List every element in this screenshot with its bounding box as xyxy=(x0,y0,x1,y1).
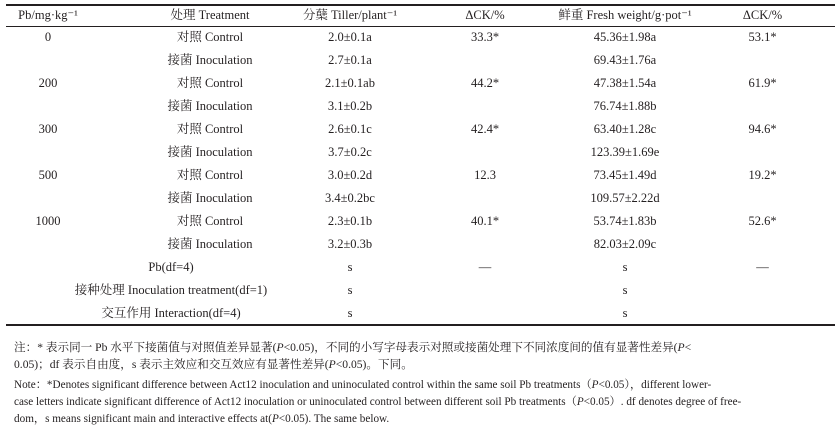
column-header-treatment: 处理 Treatment xyxy=(170,8,250,22)
table-cell-dck1: 12.3 xyxy=(474,168,496,182)
table-bottom-rule xyxy=(6,324,835,326)
table-cell-pb: 200 xyxy=(38,76,58,90)
effect-cell-dck2: — xyxy=(756,260,769,274)
table-cell-dck1 xyxy=(440,96,530,116)
table-cell-dck1: 40.1* xyxy=(470,214,500,228)
table-cell-pb xyxy=(18,234,78,254)
footnote-chinese-line-1: 注：* 表示同一 Pb 水平下接菌值与对照值差异显著(P<0.05)，不同的小写字母表示对照或接菌处理下不同浓度间的值有显著性差异(P< xyxy=(14,341,692,354)
table-cell-dck2: 19.2* xyxy=(748,168,777,182)
table-cell-dck2: 53.1* xyxy=(748,30,777,44)
effect-label: Pb(df=4) xyxy=(148,260,194,274)
column-header-dck1: ΔCK/% xyxy=(465,8,505,22)
table-cell-dck2 xyxy=(715,142,810,162)
column-header-tiller: 分蘖 Tiller/plant⁻¹ xyxy=(302,8,398,22)
effect-cell-tiller: s xyxy=(347,283,353,297)
table-cell-tiller: 2.6±0.1c xyxy=(328,122,372,136)
table-cell-treatment: 接菌 Inoculation xyxy=(167,99,253,113)
table-cell-fresh: 73.45±1.49d xyxy=(593,168,657,182)
table-cell-pb: 1000 xyxy=(35,214,61,228)
table-cell-pb: 0 xyxy=(44,30,52,44)
table-cell-fresh: 76.74±1.88b xyxy=(593,99,657,113)
footnote-english-line-1: Note：*Denotes significant difference between Act12 inoculation and uninoculated control within the same soil Pb treatments（P<0.05），different lower- xyxy=(14,379,712,391)
table-cell-dck1 xyxy=(440,188,530,208)
table-cell-fresh: 45.36±1.98a xyxy=(593,30,657,44)
table-cell-treatment: 接菌 Inoculation xyxy=(167,53,253,67)
table-cell-pb xyxy=(18,96,78,116)
table-cell-pb: 500 xyxy=(38,168,58,182)
table-cell-dck2 xyxy=(715,96,810,116)
footnote-chinese xyxy=(14,339,834,373)
effect-label: 接种处理 Inoculation treatment(df=1) xyxy=(74,283,268,297)
table-cell-dck2 xyxy=(715,188,810,208)
table-cell-fresh: 69.43±1.76a xyxy=(593,53,657,67)
table-cell-treatment: 接菌 Inoculation xyxy=(167,145,253,159)
table-cell-dck2 xyxy=(715,234,810,254)
effect-cell-dck2 xyxy=(715,303,810,323)
table-cell-treatment: 对照 Control xyxy=(176,76,244,90)
table-cell-pb: 300 xyxy=(38,122,58,136)
effect-cell-fresh: s xyxy=(622,306,628,320)
table-cell-dck1: 33.3* xyxy=(470,30,500,44)
table-cell-fresh: 47.38±1.54a xyxy=(593,76,657,90)
table-cell-tiller: 2.7±0.1a xyxy=(328,53,372,67)
table-cell-tiller: 2.3±0.1b xyxy=(327,214,373,228)
table-cell-pb xyxy=(18,142,78,162)
column-header-dck2: ΔCK/% xyxy=(742,8,783,22)
effect-cell-fresh: s xyxy=(622,260,628,274)
effect-cell-fresh: s xyxy=(622,283,628,297)
effect-cell-dck1 xyxy=(440,280,530,300)
table-cell-tiller: 2.1±0.1ab xyxy=(325,76,375,90)
table-cell-dck2: 94.6* xyxy=(748,122,777,136)
table-cell-fresh: 63.40±1.28c xyxy=(593,122,657,136)
table-cell-tiller: 3.4±0.2bc xyxy=(325,191,375,205)
column-header-pb: Pb/mg·kg⁻¹ xyxy=(18,8,78,22)
table-cell-dck1 xyxy=(440,50,530,70)
table-cell-pb xyxy=(18,188,78,208)
table-cell-dck2 xyxy=(715,50,810,70)
table-cell-dck1: 44.2* xyxy=(470,76,500,90)
table-cell-treatment: 接菌 Inoculation xyxy=(167,191,253,205)
table-cell-treatment: 对照 Control xyxy=(176,122,244,136)
effect-label: 交互作用 Interaction(df=4) xyxy=(101,306,241,320)
table-cell-dck2: 52.6* xyxy=(748,214,777,228)
effect-cell-dck1: — xyxy=(478,260,492,274)
table-cell-treatment: 对照 Control xyxy=(176,214,244,228)
table-cell-tiller: 3.2±0.3b xyxy=(327,237,373,251)
footnote-english-line-3: dom，s means significant main and interactive effects at(P<0.05). The same below. xyxy=(14,413,390,425)
table-cell-fresh: 123.39±1.69e xyxy=(590,145,660,159)
effect-cell-tiller: s xyxy=(347,260,353,274)
footnote-english xyxy=(14,377,834,428)
table-cell-fresh: 109.57±2.22d xyxy=(590,191,660,205)
table-cell-tiller: 3.7±0.2c xyxy=(328,145,372,159)
column-header-fresh: 鲜重 Fresh weight/g·pot⁻¹ xyxy=(558,8,692,22)
table-cell-pb xyxy=(18,50,78,70)
table-cell-dck1: 42.4* xyxy=(470,122,500,136)
footnote-chinese-line-2: 0.05)；df 表示自由度，s 表示主效应和交互效应有显著性差异(P<0.05)。下同。 xyxy=(14,358,413,371)
effect-cell-tiller: s xyxy=(347,306,353,320)
table-cell-dck2: 61.9* xyxy=(748,76,777,90)
table-cell-tiller: 2.0±0.1a xyxy=(328,30,372,44)
table-cell-fresh: 82.03±2.09c xyxy=(593,237,657,251)
table-cell-fresh: 53.74±1.83b xyxy=(593,214,657,228)
table-cell-dck1 xyxy=(440,234,530,254)
table-cell-treatment: 接菌 Inoculation xyxy=(167,237,253,251)
table-cell-tiller: 3.1±0.2b xyxy=(327,99,373,113)
effect-cell-dck1 xyxy=(440,303,530,323)
table-cell-dck1 xyxy=(440,142,530,162)
table-cell-tiller: 3.0±0.2d xyxy=(327,168,373,182)
table-cell-treatment: 对照 Control xyxy=(176,30,244,44)
effect-cell-dck2 xyxy=(715,280,810,300)
table-cell-treatment: 对照 Control xyxy=(176,168,244,182)
footnote-english-line-2: case letters indicate significant difference of Act12 inoculation or uninoculated control between different soil Pb treatments（P<0.05）. df denotes degree of free- xyxy=(14,396,742,408)
